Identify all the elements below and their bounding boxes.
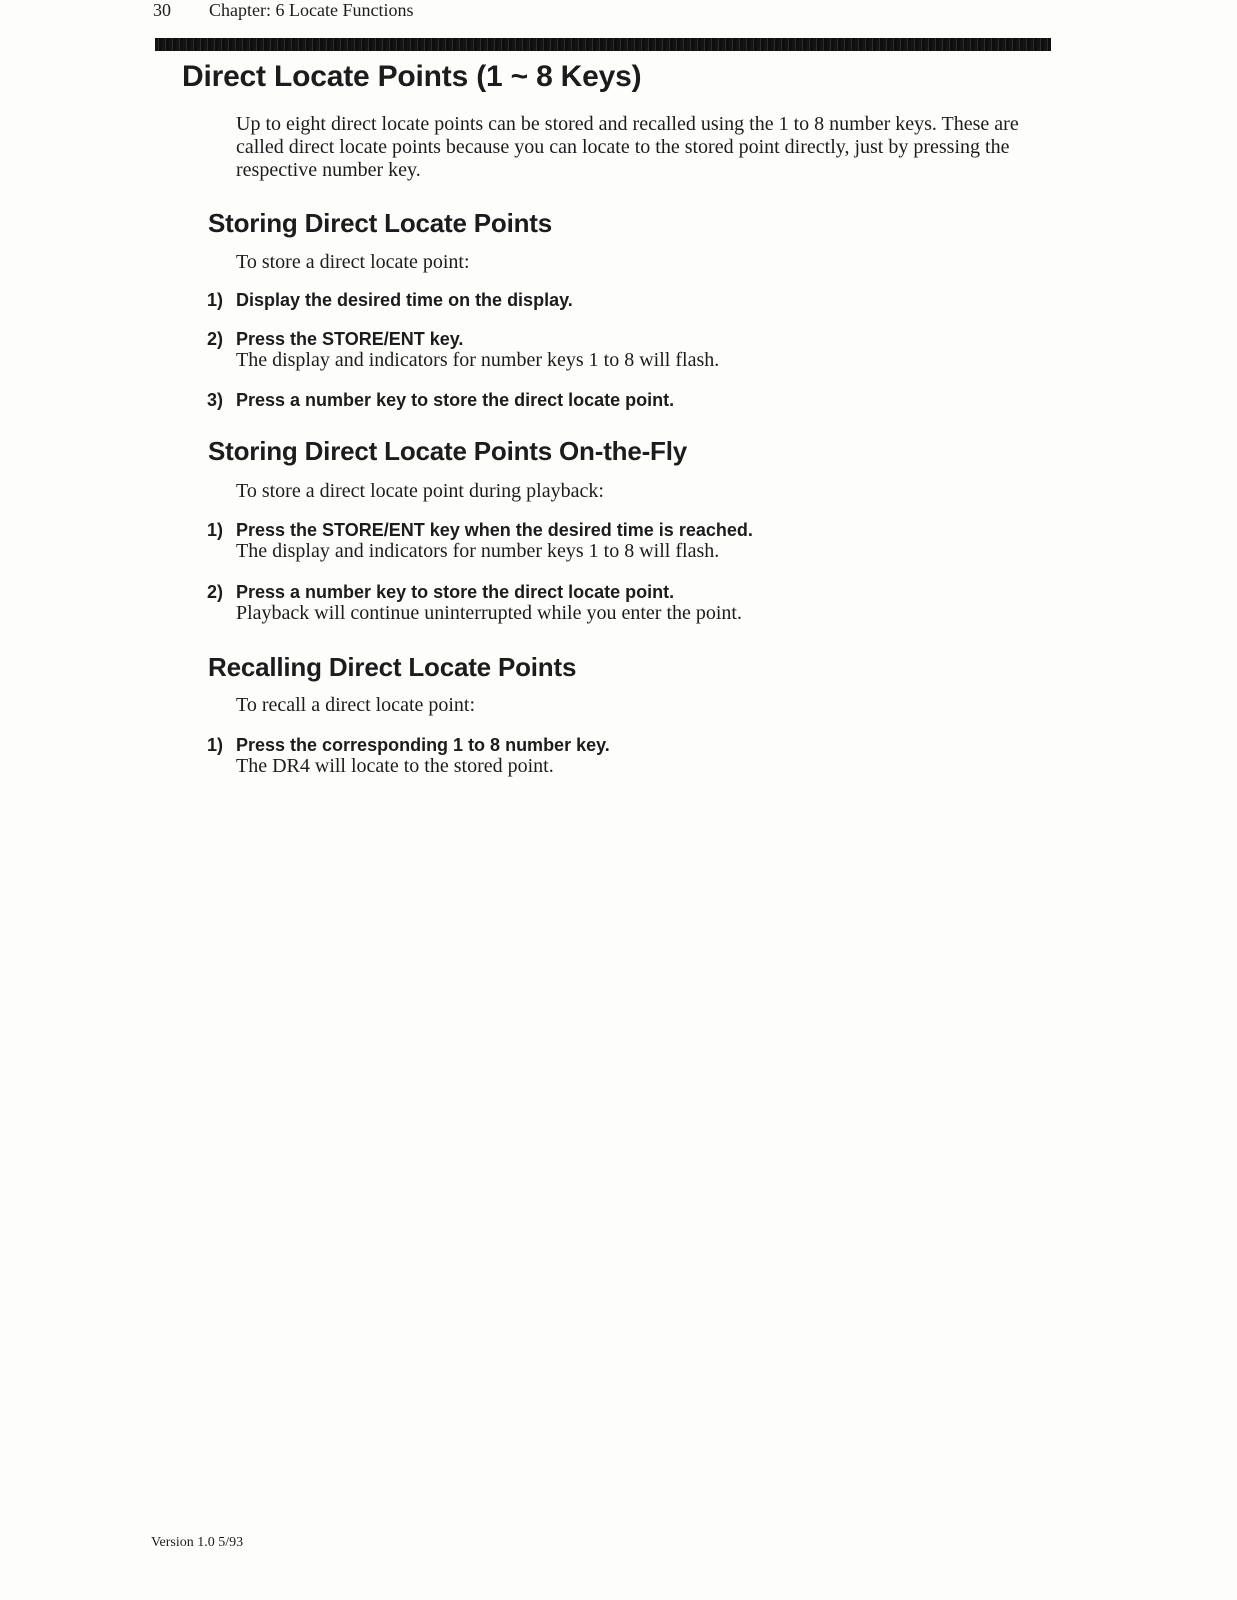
step-detail: The DR4 will locate to the stored point. (236, 755, 554, 777)
version-footer: Version 1.0 5/93 (151, 1535, 244, 1550)
step-detail: The display and indicators for number keys 1 to 8 will flash. (236, 540, 720, 562)
subsection-lead: To recall a direct locate point: (236, 694, 476, 716)
page-number: 30 (153, 0, 171, 20)
subsection-lead: To store a direct locate point during playback: (236, 480, 604, 502)
subsection-title-recalling: Recalling Direct Locate Points (208, 652, 577, 682)
subsection-title-storing: Storing Direct Locate Points (208, 208, 553, 238)
step-text: Press a number key to store the direct locate point. (236, 390, 675, 410)
subsection-lead: To store a direct locate point: (236, 251, 470, 273)
section-intro: Up to eight direct locate points can be stored and recalled using the 1 to 8 number keys. These are called direct locate points because you can locate to the stored point directly, just by pressing the respective number key. (236, 113, 1019, 181)
step-number: 1) (207, 735, 224, 755)
header-rule (155, 38, 1051, 51)
step-text: Press the corresponding 1 to 8 number key. (236, 735, 610, 755)
step-number: 2) (207, 329, 224, 349)
step-text: Press the STORE/ENT key when the desired time is reached. (236, 520, 753, 540)
step-text: Press a number key to store the direct locate point. (236, 582, 675, 602)
step-number: 2) (207, 582, 224, 602)
step-number: 1) (207, 290, 224, 310)
step-number: 3) (207, 390, 224, 410)
step-number: 1) (207, 520, 224, 540)
step-text: Press the STORE/ENT key. (236, 329, 464, 349)
step-detail: Playback will continue uninterrupted while you enter the point. (236, 602, 742, 624)
subsection-title-on-the-fly: Storing Direct Locate Points On-the-Fly (208, 436, 688, 466)
step-detail: The display and indicators for number keys 1 to 8 will flash. (236, 349, 720, 371)
step-text: Display the desired time on the display. (236, 290, 573, 310)
section-title: Direct Locate Points (1 ~ 8 Keys) (182, 60, 642, 93)
chapter-title: Chapter: 6 Locate Functions (209, 0, 414, 20)
page-header (153, 0, 413, 21)
